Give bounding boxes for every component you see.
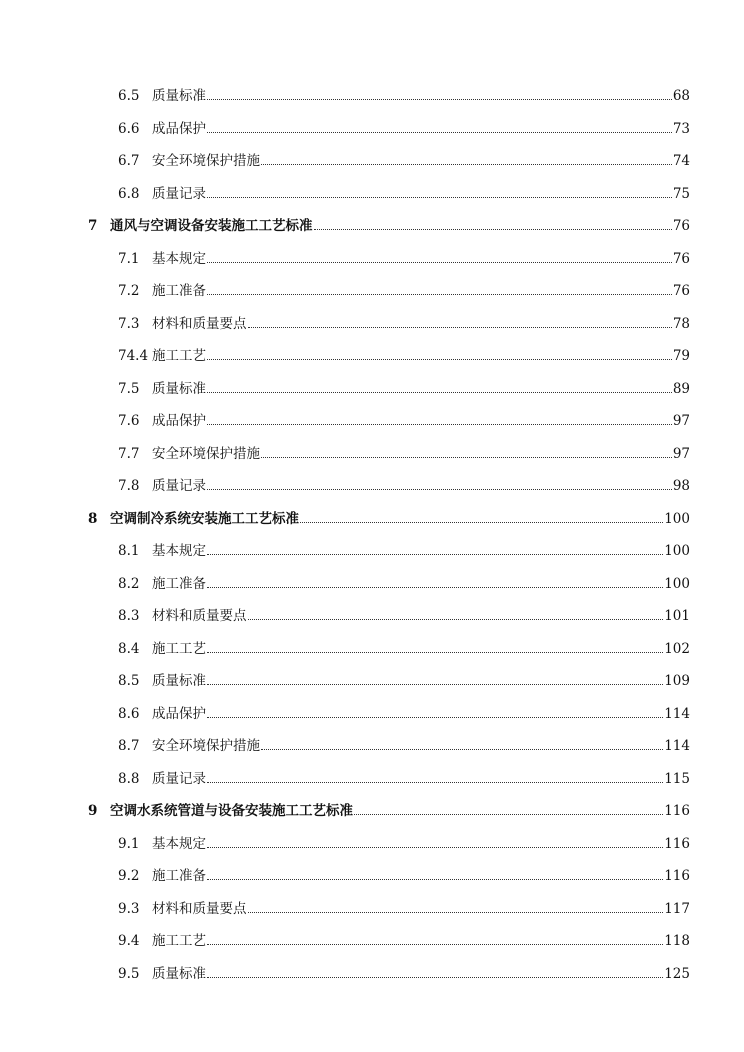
toc-entry-page-number: 79 xyxy=(672,348,690,364)
toc-dot-leader xyxy=(248,619,664,620)
toc-entry-title: 安全环境保护措施 xyxy=(152,153,260,169)
toc-dot-leader xyxy=(207,554,663,555)
toc-entry-page-number: 75 xyxy=(672,185,690,202)
toc-entry-title: 施工工艺 xyxy=(152,348,206,364)
toc-entry-number: 8 xyxy=(88,510,98,527)
toc-entry-number: 6.6 xyxy=(118,120,140,137)
toc-entry-page-number: 102 xyxy=(664,640,690,657)
toc-entry-title: 材料和质量要点 xyxy=(152,315,247,332)
toc-dot-leader xyxy=(354,814,663,815)
toc-dot-leader xyxy=(207,879,663,880)
toc-section-entry[interactable] xyxy=(118,438,690,462)
toc-entry-title: 施工准备 xyxy=(152,283,206,299)
toc-dot-leader xyxy=(207,847,663,848)
toc-dot-leader xyxy=(261,164,672,165)
toc-entry-page-number: 100 xyxy=(664,510,690,527)
toc-entry-title: 安全环境保护措施 xyxy=(152,738,260,754)
toc-entry-page-number: 76 xyxy=(672,283,690,299)
toc-entry-page-number: 100 xyxy=(664,543,690,559)
toc-entry-title: 施工准备 xyxy=(152,868,206,884)
toc-entry-number: 9.5 xyxy=(118,965,140,982)
toc-entry-number: 8.4 xyxy=(118,640,140,657)
toc-entry-title: 质量标准 xyxy=(152,965,206,982)
toc-section-entry[interactable] xyxy=(118,763,690,787)
toc-section-entry[interactable] xyxy=(118,145,690,169)
toc-entry-number: 8.3 xyxy=(118,608,140,624)
toc-entry-page-number: 73 xyxy=(672,120,690,137)
toc-entry-title: 基本规定 xyxy=(152,250,206,267)
toc-section-entry[interactable] xyxy=(118,828,690,852)
toc-dot-leader xyxy=(207,424,672,425)
toc-dot-leader xyxy=(207,652,663,653)
toc-dot-leader xyxy=(261,749,663,750)
toc-entry-title: 成品保护 xyxy=(152,413,206,429)
toc-chapter-entry[interactable] xyxy=(88,795,690,819)
toc-entry-page-number: 115 xyxy=(664,770,690,787)
toc-section-entry[interactable] xyxy=(118,243,690,267)
toc-dot-leader xyxy=(261,457,672,458)
toc-entry-number: 9.4 xyxy=(118,933,140,949)
toc-section-entry[interactable] xyxy=(118,340,690,364)
toc-entry-page-number: 114 xyxy=(664,705,690,722)
toc-dot-leader xyxy=(207,132,672,133)
toc-entry-page-number: 89 xyxy=(672,380,690,397)
toc-entry-title: 安全环境保护措施 xyxy=(152,445,260,462)
toc-entry-page-number: 97 xyxy=(672,445,690,462)
toc-dot-leader xyxy=(207,684,663,685)
toc-dot-leader xyxy=(207,359,672,360)
toc-entry-page-number: 78 xyxy=(672,315,690,332)
toc-entry-number: 8.6 xyxy=(118,705,140,722)
toc-entry-number: 9.3 xyxy=(118,900,140,917)
toc-section-entry[interactable] xyxy=(118,730,690,754)
toc-entry-page-number: 97 xyxy=(672,413,690,429)
toc-entry-number: 7.8 xyxy=(118,478,140,494)
toc-section-entry[interactable] xyxy=(118,275,690,299)
toc-entry-title: 空调制冷系统安装施工工艺标准 xyxy=(110,510,299,527)
toc-entry-title: 材料和质量要点 xyxy=(152,608,247,624)
toc-entry-number: 9 xyxy=(88,803,98,819)
toc-section-entry[interactable] xyxy=(118,893,690,917)
toc-entry-page-number: 116 xyxy=(664,868,690,884)
toc-entry-page-number: 100 xyxy=(664,575,690,592)
toc-section-entry[interactable] xyxy=(118,698,690,722)
toc-entry-page-number: 76 xyxy=(672,250,690,267)
toc-section-entry[interactable] xyxy=(118,80,690,104)
toc-entry-number: 7.1 xyxy=(118,250,140,267)
toc-entry-title: 成品保护 xyxy=(152,120,206,137)
toc-entry-number: 7.3 xyxy=(118,315,140,332)
toc-entry-number: 8.8 xyxy=(118,770,140,787)
toc-entry-page-number: 116 xyxy=(664,803,690,819)
toc-entry-page-number: 98 xyxy=(672,478,690,494)
toc-entry-page-number: 101 xyxy=(664,608,690,624)
toc-entry-number: 74.4 xyxy=(118,348,149,364)
toc-entry-number: 8.5 xyxy=(118,673,140,689)
toc-entry-page-number: 117 xyxy=(664,900,690,917)
toc-dot-leader xyxy=(207,197,672,198)
toc-dot-leader xyxy=(207,489,672,490)
toc-section-entry[interactable] xyxy=(118,470,690,494)
toc-chapter-entry[interactable] xyxy=(88,210,690,234)
toc-section-entry[interactable] xyxy=(118,568,690,592)
toc-dot-leader xyxy=(207,977,663,978)
toc-entry-page-number: 74 xyxy=(672,153,690,169)
toc-section-entry[interactable] xyxy=(118,373,690,397)
toc-entry-title: 质量标准 xyxy=(152,88,206,104)
toc-entry-number: 7.6 xyxy=(118,413,140,429)
toc-entry-page-number: 125 xyxy=(664,965,690,982)
toc-section-entry[interactable] xyxy=(118,600,690,624)
toc-entry-number: 7.7 xyxy=(118,445,140,462)
toc-entry-page-number: 116 xyxy=(664,835,690,852)
toc-section-entry[interactable] xyxy=(118,665,690,689)
toc-entry-title: 基本规定 xyxy=(152,835,206,852)
toc-entry-title: 质量标准 xyxy=(152,380,206,397)
toc-entry-title: 施工工艺 xyxy=(152,640,206,657)
toc-dot-leader xyxy=(207,262,672,263)
toc-entry-title: 材料和质量要点 xyxy=(152,900,247,917)
toc-entry-title: 通风与空调设备安装施工工艺标准 xyxy=(110,218,313,234)
toc-dot-leader xyxy=(248,327,672,328)
toc-dot-leader xyxy=(207,717,663,718)
toc-entry-title: 质量记录 xyxy=(152,185,206,202)
toc-dot-leader xyxy=(207,944,663,945)
toc-section-entry[interactable] xyxy=(118,178,690,202)
toc-entry-number: 7.2 xyxy=(118,283,140,299)
toc-entry-number: 6.8 xyxy=(118,185,140,202)
toc-chapter-entry[interactable] xyxy=(88,503,690,527)
toc-entry-page-number: 68 xyxy=(672,88,690,104)
toc-entry-title: 施工工艺 xyxy=(152,933,206,949)
toc-entry-number: 9.1 xyxy=(118,835,140,852)
toc-entry-page-number: 109 xyxy=(664,673,690,689)
toc-entry-number: 8.7 xyxy=(118,738,140,754)
toc-dot-leader xyxy=(207,99,672,100)
toc-entry-number: 6.5 xyxy=(118,88,140,104)
toc-dot-leader xyxy=(300,522,663,523)
toc-dot-leader xyxy=(207,782,663,783)
toc-dot-leader xyxy=(207,587,663,588)
toc-entry-number: 6.7 xyxy=(118,153,140,169)
toc-entry-page-number: 76 xyxy=(672,218,690,234)
toc-entry-title: 质量记录 xyxy=(152,770,206,787)
toc-entry-number: 9.2 xyxy=(118,868,140,884)
toc-entry-number: 7.5 xyxy=(118,380,140,397)
toc-dot-leader xyxy=(314,229,672,230)
toc-entry-number: 8.1 xyxy=(118,543,140,559)
toc-entry-title: 空调水系统管道与设备安装施工工艺标准 xyxy=(110,803,353,819)
toc-section-entry[interactable] xyxy=(118,860,690,884)
toc-entry-title: 质量标准 xyxy=(152,673,206,689)
toc-section-entry[interactable] xyxy=(118,633,690,657)
toc-entry-title: 成品保护 xyxy=(152,705,206,722)
toc-entry-number: 7 xyxy=(88,218,98,234)
toc-section-entry[interactable] xyxy=(118,925,690,949)
toc-dot-leader xyxy=(248,912,664,913)
toc-entry-page-number: 118 xyxy=(664,933,690,949)
toc-entry-number: 8.2 xyxy=(118,575,140,592)
toc-entry-title: 基本规定 xyxy=(152,543,206,559)
toc-section-entry[interactable] xyxy=(118,535,690,559)
toc-dot-leader xyxy=(207,294,672,295)
toc-section-entry[interactable] xyxy=(118,405,690,429)
toc-entry-title: 质量记录 xyxy=(152,478,206,494)
toc-section-entry[interactable] xyxy=(118,308,690,332)
toc-section-entry[interactable] xyxy=(118,113,690,137)
toc-entry-page-number: 114 xyxy=(664,738,690,754)
toc-section-entry[interactable] xyxy=(118,958,690,982)
toc-entry-title: 施工准备 xyxy=(152,575,206,592)
toc-dot-leader xyxy=(207,392,672,393)
